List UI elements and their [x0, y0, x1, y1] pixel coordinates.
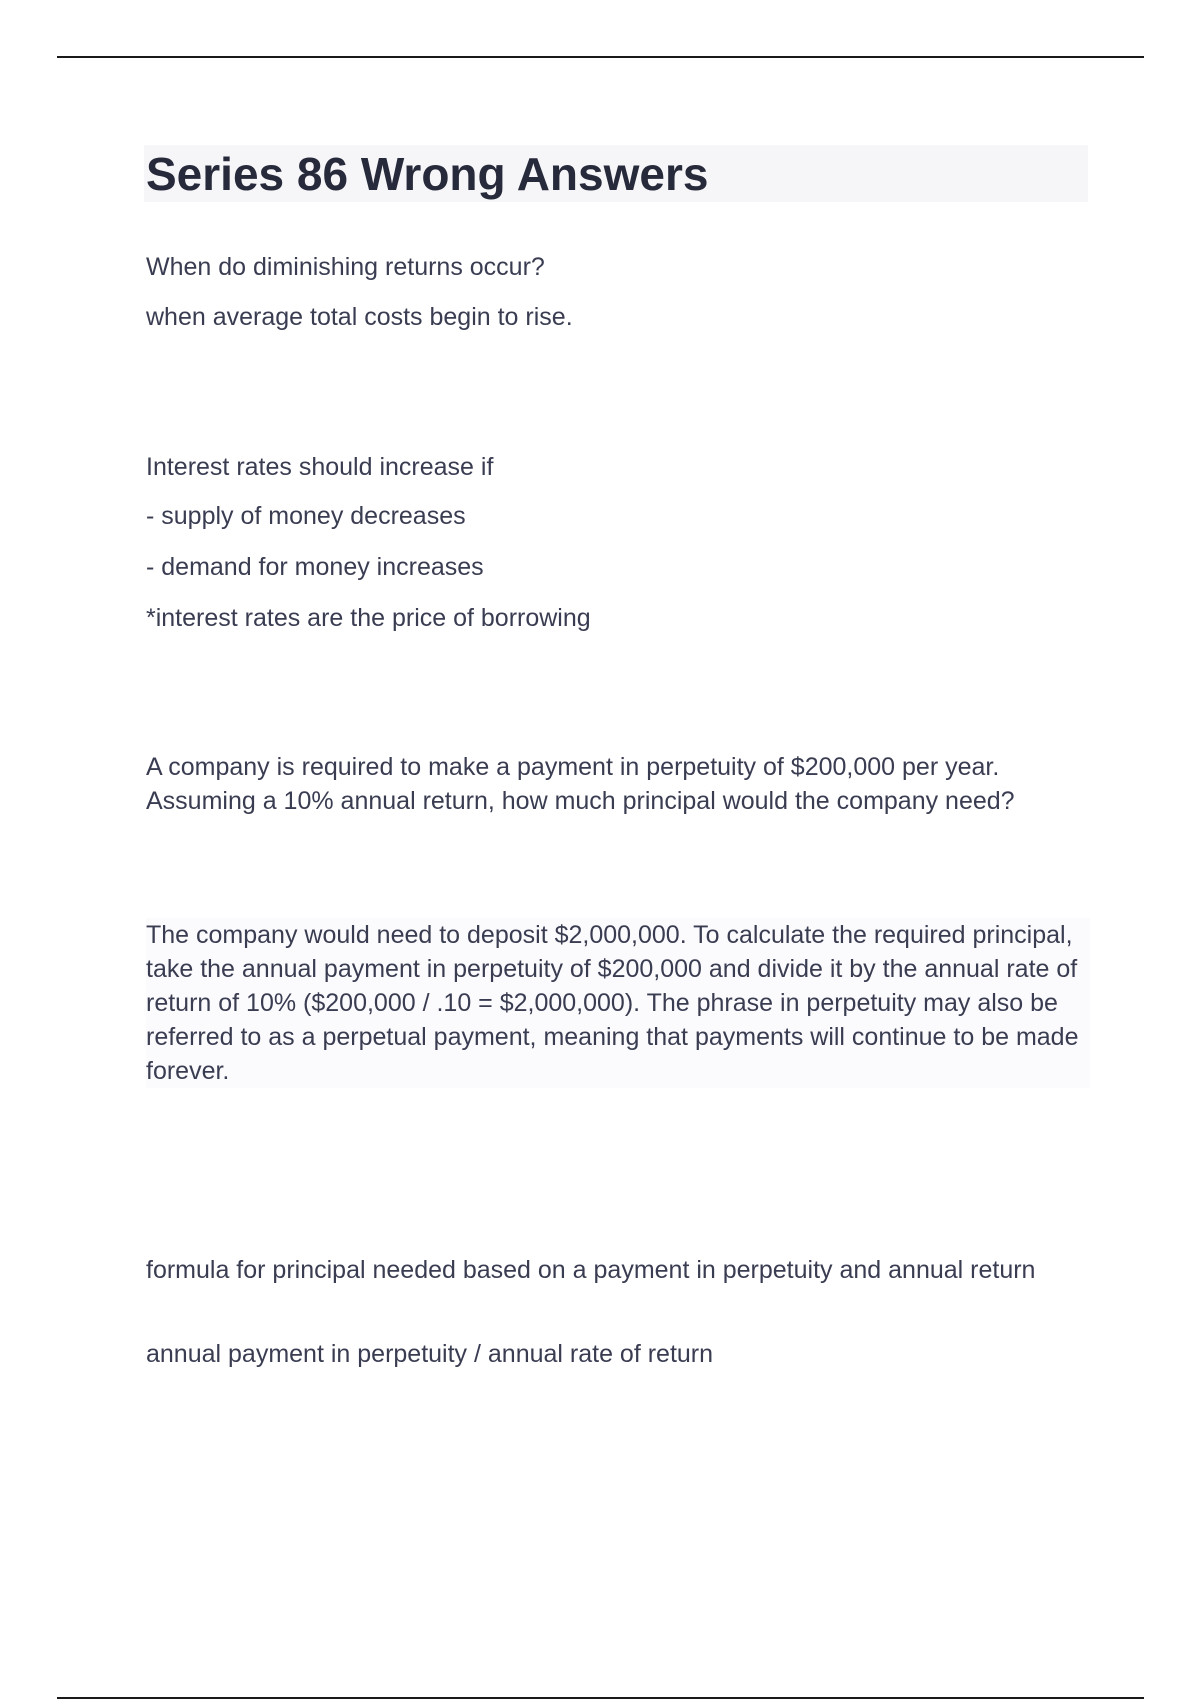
answer-4-line-1: annual payment in perpetuity / annual rate of return	[146, 1340, 714, 1368]
answer-2-line-3: *interest rates are the price of borrowing	[146, 604, 591, 632]
page-title: Series 86 Wrong Answers	[146, 148, 709, 200]
question-1: When do diminishing returns occur?	[146, 253, 545, 281]
answer-2-line-2: - demand for money increases	[146, 553, 484, 581]
question-2: Interest rates should increase if	[146, 453, 494, 481]
question-3: A company is required to make a payment in perpetuity of $200,000 per year. Assuming a 10% annual return, how much principal would the company need?	[146, 753, 1015, 815]
answer-3: The company would need to deposit $2,000,000. To calculate the required principal, take the annual payment in perpetuity of $200,000 and divide it by the annual rate of return of 10% ($200,000 / .10 = $2,000,000). The phrase in perpetuity may also be referred to as a perpetual payment, meaning that payments will continue to be made forever.	[146, 918, 1090, 1088]
answer-1-line-1: when average total costs begin to rise.	[146, 303, 573, 331]
answer-2-line-1: - supply of money decreases	[146, 502, 466, 530]
question-4: formula for principal needed based on a payment in perpetuity and annual return	[146, 1256, 1036, 1284]
top-rule	[57, 56, 1144, 58]
bottom-rule	[57, 1697, 1144, 1699]
